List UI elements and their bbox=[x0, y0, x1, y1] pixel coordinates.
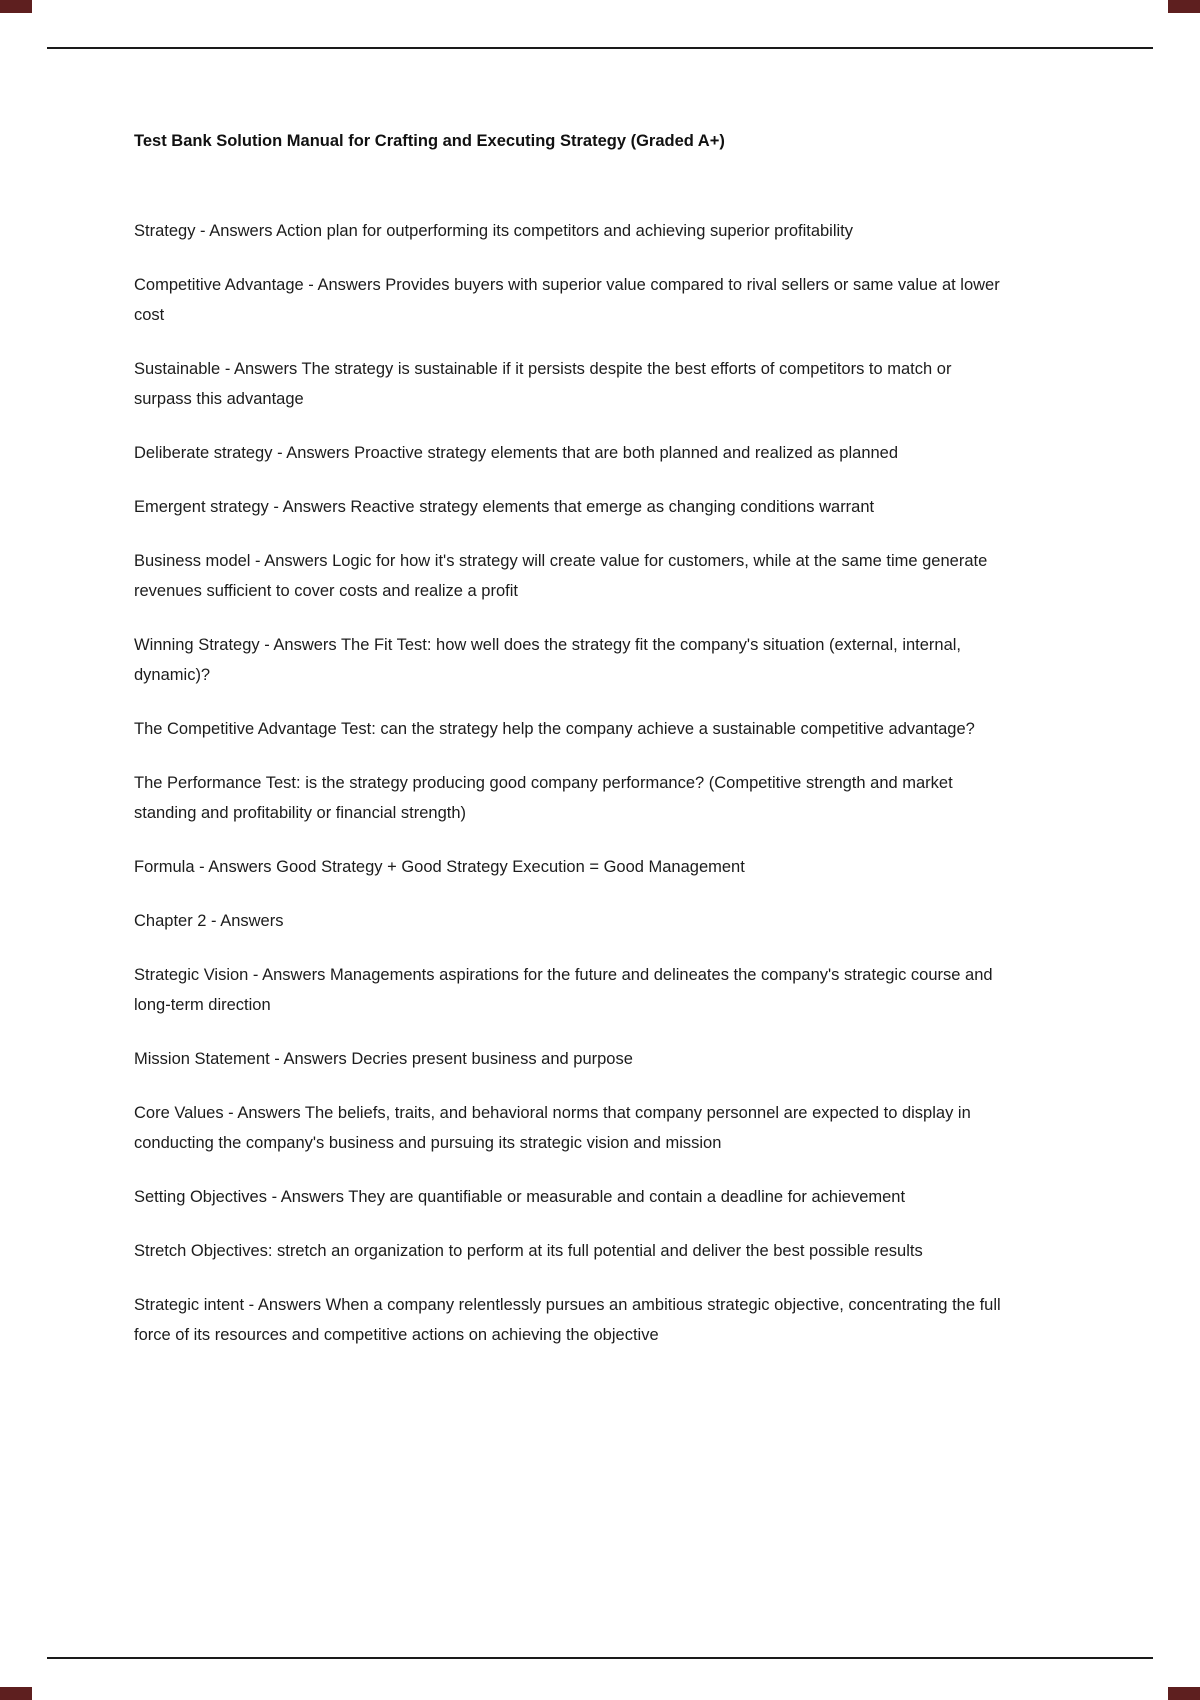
paragraph-sustainable: Sustainable - Answers The strategy is sustainable if it persists despite the best efforts of competitors to match or surpass this advantage bbox=[134, 360, 952, 408]
page-title: Test Bank Solution Manual for Crafting and Executing Strategy (Graded A+) bbox=[134, 132, 725, 150]
bottom-rule bbox=[47, 1657, 1153, 1659]
paragraph-deliberate-strategy: Deliberate strategy - Answers Proactive strategy elements that are both planned and realized as planned bbox=[134, 444, 899, 462]
paragraph-winning-strategy: Winning Strategy - Answers The Fit Test: how well does the strategy fit the company's situation (external, internal, dynamic)? bbox=[134, 636, 962, 684]
paragraph-competitive-advantage-test: The Competitive Advantage Test: can the strategy help the company achieve a sustainable competitive advantage? bbox=[134, 720, 975, 738]
paragraph-emergent-strategy: Emergent strategy - Answers Reactive strategy elements that emerge as changing conditions warrant bbox=[134, 498, 875, 516]
top-rule bbox=[47, 47, 1153, 49]
paragraph-performance-test: The Performance Test: is the strategy producing good company performance? (Competitive strength and market standing and profitability or financial strength) bbox=[134, 774, 953, 822]
corner-mark-bottom-right bbox=[1168, 1687, 1200, 1700]
corner-mark-bottom-left bbox=[0, 1687, 32, 1700]
paragraph-business-model: Business model - Answers Logic for how it's strategy will create value for customers, while at the same time generate revenues sufficient to cover costs and realize a profit bbox=[134, 552, 988, 600]
corner-mark-top-left bbox=[0, 0, 32, 13]
paragraph-mission-statement: Mission Statement - Answers Decries present business and purpose bbox=[134, 1050, 633, 1068]
corner-mark-top-right bbox=[1168, 0, 1200, 13]
paragraph-formula: Formula - Answers Good Strategy + Good Strategy Execution = Good Management bbox=[134, 858, 745, 876]
paragraph-setting-objectives: Setting Objectives - Answers They are quantifiable or measurable and contain a deadline for achievement bbox=[134, 1188, 906, 1206]
document-body bbox=[134, 130, 1006, 1374]
paragraph-strategy: Strategy - Answers Action plan for outperforming its competitors and achieving superior profitability bbox=[134, 222, 854, 240]
paragraph-stretch-objectives: Stretch Objectives: stretch an organization to perform at its full potential and deliver the best possible results bbox=[134, 1242, 923, 1260]
paragraph-core-values: Core Values - Answers The beliefs, traits, and behavioral norms that company personnel are expected to display in conducting the company's business and pursuing its strategic vision and mission bbox=[134, 1104, 971, 1152]
paragraph-competitive-advantage: Competitive Advantage - Answers Provides buyers with superior value compared to rival sellers or same value at lower cost bbox=[134, 276, 1000, 324]
paragraph-chapter-2: Chapter 2 - Answers bbox=[134, 912, 284, 930]
paragraph-strategic-intent: Strategic intent - Answers When a company relentlessly pursues an ambitious strategic objective, concentrating the full force of its resources and competitive actions on achieving the objective bbox=[134, 1296, 1001, 1344]
paragraph-strategic-vision: Strategic Vision - Answers Managements aspirations for the future and delineates the company's strategic course and long-term direction bbox=[134, 966, 993, 1014]
